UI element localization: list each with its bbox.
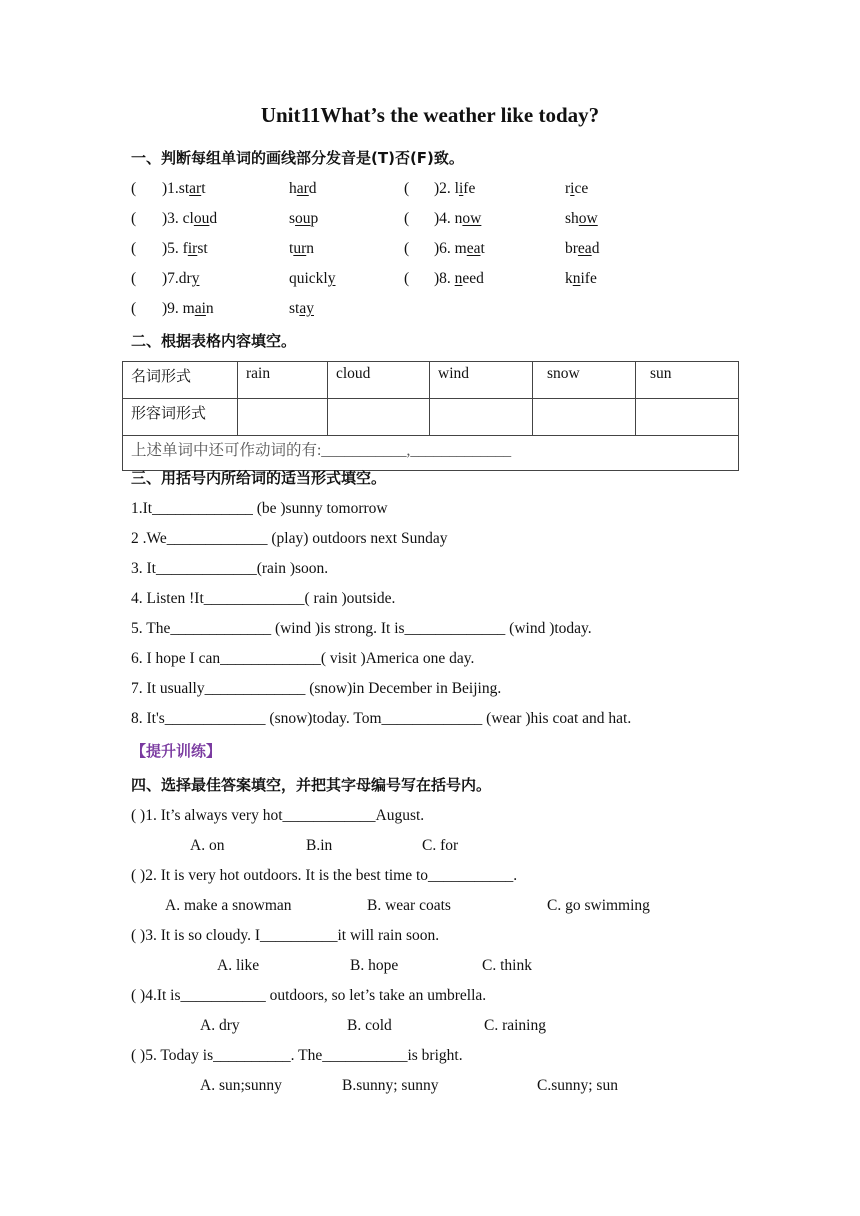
section3-heading: 三、用括号内所给词的适当形式填空。 — [131, 469, 387, 487]
underlined-sound: ai — [194, 300, 206, 317]
compare-word — [289, 300, 314, 318]
underlined-sound: ou — [295, 210, 311, 227]
underlined-sound: y — [327, 270, 336, 287]
answer-paren[interactable]: ( — [131, 300, 137, 317]
underlined-sound: ea — [466, 240, 481, 257]
underlined-sound: y — [191, 270, 200, 287]
underlined-sound: ar — [189, 180, 202, 197]
compare-word — [289, 210, 318, 228]
pronunciation-item: )6. meat — [434, 240, 485, 257]
table-row — [123, 362, 739, 399]
underlined-sound: ow — [578, 210, 598, 227]
underlined-sound: n — [454, 270, 463, 287]
pronunciation-item: )4. now — [434, 210, 482, 227]
word: hard — [289, 180, 317, 197]
option: C.sunny; sun — [537, 1077, 618, 1094]
fill-item: 2 .We_____________ (play) outdoors next Sunday — [131, 530, 448, 547]
fill-item: 4. Listen !It_____________( rain )outside. — [131, 590, 396, 607]
answer-paren[interactable]: ( — [131, 270, 137, 287]
option: A. sun;sunny — [200, 1077, 282, 1094]
underlined-sound: ay — [299, 300, 314, 317]
noun-cell: rain — [238, 362, 328, 399]
answer-paren[interactable]: ( — [404, 270, 410, 287]
lift-training-label: 【提升训练】 — [131, 742, 222, 760]
verb-note: 上述单词中还可作动词的有:___________,_____________ — [123, 436, 739, 471]
question: ( )3. It is so cloudy. I__________it will rain soon. — [131, 927, 440, 944]
section4-heading: 四、选择最佳答案填空，并把其字母编号写在括号内。 — [131, 776, 492, 794]
word: show — [565, 210, 598, 227]
underlined-sound: i — [458, 180, 464, 197]
pronunciation-item: )9. main — [162, 300, 214, 317]
question: ( )2. It is very hot outdoors. It is the best time to___________. — [131, 867, 518, 884]
answer-cell[interactable] — [328, 399, 430, 436]
question: ( )1. It’s always very hot____________August. — [131, 807, 425, 824]
answer-paren[interactable]: ( — [131, 210, 137, 227]
question: ( )5. Today is__________. The___________is bright. — [131, 1047, 463, 1064]
answer-cell[interactable] — [636, 399, 739, 436]
option: A. on — [190, 837, 225, 854]
underlined-sound: i — [570, 180, 575, 197]
word: knife — [565, 270, 597, 287]
compare-word — [289, 180, 317, 198]
option: A. like — [217, 957, 260, 974]
underlined-sound: ow — [462, 210, 482, 227]
word: turn — [289, 240, 314, 257]
word: need — [454, 270, 484, 287]
word: main — [182, 300, 214, 317]
word: soup — [289, 210, 319, 227]
option: B.in — [306, 837, 333, 854]
word-form-table — [122, 361, 739, 471]
option: C. go swimming — [547, 897, 650, 914]
pronunciation-item: )8. need — [434, 270, 484, 287]
answer-paren[interactable]: ( — [131, 240, 137, 257]
option: B. cold — [347, 1017, 392, 1034]
word: start — [178, 180, 206, 197]
section2-heading: 二、根据表格内容填空。 — [131, 332, 297, 350]
underlined-sound: ar — [296, 180, 309, 197]
section1-heading: 一、判断每组单词的画线部分发音是(T)否(F)致。 — [131, 149, 464, 167]
word: cloud — [182, 210, 218, 227]
pronunciation-item: )2. life — [434, 180, 476, 197]
option: B.sunny; sunny — [342, 1077, 439, 1094]
answer-paren[interactable]: ( — [131, 180, 137, 197]
fill-item: 6. I hope I can_____________( visit )America one day. — [131, 650, 475, 667]
word: meat — [454, 240, 485, 257]
underlined-sound: n — [572, 270, 581, 287]
underlined-sound: ur — [293, 240, 307, 257]
word: bread — [565, 240, 600, 257]
question: ( )4.It is___________ outdoors, so let’s take an umbrella. — [131, 987, 487, 1004]
table-row — [123, 399, 739, 436]
answer-paren[interactable]: ( — [404, 180, 410, 197]
pronunciation-item: )1.start — [162, 180, 206, 197]
adjective-form-label: 形容词形式 — [123, 399, 238, 436]
compare-word — [565, 180, 588, 198]
option: B. wear coats — [367, 897, 451, 914]
noun-cell: cloud — [328, 362, 430, 399]
word: now — [454, 210, 482, 227]
answer-cell[interactable] — [430, 399, 533, 436]
underlined-sound: ea — [577, 240, 592, 257]
option: B. hope — [350, 957, 399, 974]
pronunciation-item: )3. cloud — [162, 210, 218, 227]
underlined-sound: ir — [187, 240, 198, 257]
fill-item: 5. The_____________ (wind )is strong. It is_____________ (wind )today. — [131, 620, 592, 637]
compare-word — [565, 210, 598, 228]
word: first — [182, 240, 208, 257]
option: A. make a snowman — [165, 897, 292, 914]
answer-cell[interactable] — [238, 399, 328, 436]
answer-paren[interactable]: ( — [404, 210, 410, 227]
fill-item: 1.It_____________ (be )sunny tomorrow — [131, 500, 388, 517]
word: quickly — [289, 270, 336, 287]
fill-item: 3. It_____________(rain )soon. — [131, 560, 329, 577]
option: A. dry — [200, 1017, 240, 1034]
word: dry — [178, 270, 200, 287]
answer-cell[interactable] — [533, 399, 636, 436]
fill-item: 8. It's_____________ (snow)today. Tom_____________ (wear )his coat and hat. — [131, 710, 632, 727]
word: stay — [289, 300, 314, 317]
noun-form-label: 名词形式 — [123, 362, 238, 399]
word: rice — [565, 180, 589, 197]
noun-cell: sun — [636, 362, 739, 399]
option: C. think — [482, 957, 532, 974]
underlined-sound: ou — [193, 210, 210, 227]
word: life — [454, 180, 476, 197]
noun-cell: wind — [430, 362, 533, 399]
compare-word — [289, 240, 314, 258]
page-title: Unit11What’s the weather like today? — [260, 103, 600, 127]
noun-cell: snow — [533, 362, 636, 399]
fill-item: 7. It usually_____________ (snow)in December in Beijing. — [131, 680, 502, 697]
pronunciation-item: )5. first — [162, 240, 208, 257]
compare-word — [565, 270, 597, 288]
pronunciation-item: )7.dry — [162, 270, 200, 287]
option: C. raining — [484, 1017, 546, 1034]
compare-word — [289, 270, 336, 288]
table-row — [123, 436, 739, 471]
compare-word — [565, 240, 599, 258]
option: C. for — [422, 837, 459, 854]
answer-paren[interactable]: ( — [404, 240, 410, 257]
